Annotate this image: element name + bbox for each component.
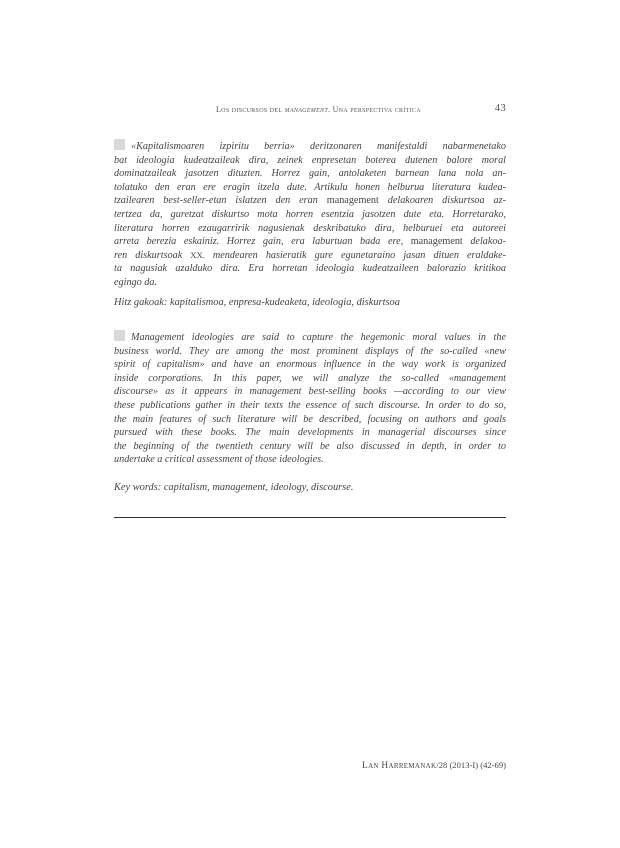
english-abstract — [114, 330, 506, 467]
basque-keywords: Hitz gakoak: kapitalismoa, enpresa-kudeaketa, ideologia, diskurtsoa — [114, 297, 400, 308]
abstract-line: pursued with these books. The main developments in managerial discourses since — [114, 427, 506, 439]
abstract-line: ta nagusiak azalduko dira. Era horretan ideologia kudeatzaileen balorazio kritikoa — [114, 263, 506, 275]
footer — [362, 760, 506, 771]
abstract-line: the main features of such literature will be described, focusing on authors and goals — [114, 413, 506, 425]
abstract-line: tzailearen best-seller-etan islatzen den eran management delakoaren diskurtsoa az- — [114, 195, 506, 207]
abstract-line: inside corporations. In this paper, we will analyze the so-called «management — [114, 372, 506, 384]
journal-name: Lan Harremanak — [362, 761, 437, 771]
abstract-line: arreta berezia eskainiz. Horrez gain, era laburtuan bada ere, management delakoa- — [114, 236, 506, 248]
page-number: 43 — [494, 103, 506, 114]
abstract-line: tolatuko den eran ere eragin itzela dute. Artikulu honen helburua literatura kudea- — [114, 181, 506, 193]
section-divider — [114, 517, 506, 518]
abstract-line: business world. They are among the most prominent displays of the so-called «new — [114, 345, 506, 357]
abstract-line: ren diskurtsoak XX. mendearen hasieratik gure egunetaraino jasan dituen eraldake- — [114, 249, 506, 261]
abstract-line: tertzea da, guretzat diskurtso mota horren esentzia jasotzen dute eta. Horretarako, — [114, 208, 506, 220]
abstract-line: egingo da. — [114, 276, 158, 288]
basque-abstract — [114, 139, 506, 290]
abstract-line: bat ideologia kudeatzaileak dira, zeinek enpresetan boterea dutenen balore moral — [114, 154, 506, 166]
abstract-line: the beginning of the twentieth century will be also discussed in depth, in order to — [114, 440, 506, 452]
abstract-marker-icon — [114, 330, 125, 341]
abstract-line: «Kapitalismoaren izpiritu berria» deritzonaren manifestaldi nabarmenetako — [114, 139, 506, 154]
abstract-line: Management ideologies are said to capture the hegemonic moral values in the — [114, 330, 506, 345]
running-title: Los discursos del management. Una perspectiva crítica — [216, 105, 421, 114]
abstract-line: undertake a critical assessment of those ideologies. — [114, 454, 324, 466]
abstract-line: spirit of capitalism» and have an enormous influence in the way work is organized — [114, 359, 506, 371]
abstract-marker-icon — [114, 139, 125, 150]
abstract-line: discourse» as it appears in management best-selling books —according to our view — [114, 386, 506, 398]
abstract-line: these publications gather in their texts the essence of such discourse. In order to do so, — [114, 399, 506, 411]
english-keywords: Key words: capitalism, management, ideology, discourse. — [114, 482, 354, 493]
running-head — [114, 103, 506, 117]
issue-info: /28 (2013-I) (42-69) — [436, 760, 506, 770]
abstract-line: literatura horren ezaugarririk nagusienak deskribatuko dira, helburuei eta autoreei — [114, 222, 506, 234]
abstract-line: dominatzaileak jasotzen dituzten. Horrez gain, antolaketen barnean lana nola an- — [114, 168, 506, 180]
